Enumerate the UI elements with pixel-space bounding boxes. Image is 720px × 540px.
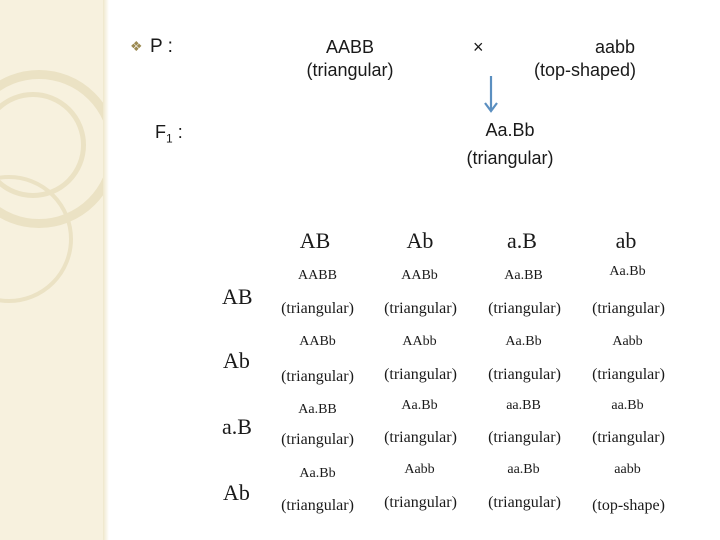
ornament-bullet-icon: ❖ bbox=[130, 38, 143, 54]
cell-genotype: Aa.Bb bbox=[609, 264, 646, 279]
parent2-genotype: aabb bbox=[594, 37, 636, 57]
cell-genotype: Aa.Bb bbox=[299, 466, 336, 481]
cell-genotype: Aabb bbox=[404, 462, 435, 477]
parent2-phenotype: (top-shaped) bbox=[533, 60, 637, 80]
cell-phenotype: (top-shape) bbox=[592, 497, 665, 514]
f1-generation-label bbox=[155, 122, 183, 146]
cell-phenotype: (triangular) bbox=[281, 300, 354, 317]
cell-genotype: Aa.BB bbox=[504, 268, 543, 283]
row-header: Ab bbox=[223, 480, 250, 505]
parent1-phenotype: (triangular) bbox=[306, 60, 394, 80]
column-header: a.B bbox=[507, 228, 537, 253]
column-header: ab bbox=[615, 228, 637, 253]
cell-phenotype: (triangular) bbox=[488, 429, 561, 446]
cell-genotype: aa.BB bbox=[506, 398, 541, 413]
cell-phenotype: (triangular) bbox=[384, 494, 457, 511]
cell-phenotype: (triangular) bbox=[384, 300, 457, 317]
cell-genotype: aabb bbox=[614, 462, 641, 477]
p-generation-label: P : bbox=[150, 36, 173, 57]
cell-genotype: Aabb bbox=[612, 334, 643, 349]
cell-phenotype: (triangular) bbox=[281, 431, 354, 448]
row-header: Ab bbox=[223, 348, 250, 373]
cell-genotype: aa.Bb bbox=[611, 398, 644, 413]
cell-phenotype: (triangular) bbox=[488, 300, 561, 317]
column-header: Ab bbox=[406, 228, 434, 253]
parent1-genotype: AABB bbox=[325, 37, 375, 57]
cell-genotype: Aa.BB bbox=[298, 402, 337, 417]
column-header: AB bbox=[299, 228, 331, 253]
cell-phenotype: (triangular) bbox=[592, 366, 665, 383]
cell-genotype: Aa.Bb bbox=[401, 398, 438, 413]
cell-phenotype: (triangular) bbox=[281, 497, 354, 514]
cell-genotype: AABB bbox=[298, 268, 337, 283]
cell-phenotype: (triangular) bbox=[592, 300, 665, 317]
f1-genotype: Aa.Bb bbox=[485, 120, 535, 140]
row-header: AB bbox=[222, 284, 253, 309]
cell-phenotype: (triangular) bbox=[384, 366, 457, 383]
f1-label-letter: F bbox=[155, 122, 166, 142]
decorative-left-strip bbox=[0, 0, 103, 540]
row-header: a.B bbox=[222, 414, 252, 439]
cell-genotype: AABb bbox=[299, 334, 336, 349]
cross-symbol: × bbox=[473, 37, 484, 57]
cell-phenotype: (triangular) bbox=[488, 366, 561, 383]
f1-label-subscript: 1 bbox=[166, 131, 173, 146]
cell-genotype: aa.Bb bbox=[507, 462, 540, 477]
cell-genotype: AAbb bbox=[402, 334, 437, 349]
strip-edge bbox=[103, 0, 109, 540]
cell-phenotype: (triangular) bbox=[488, 494, 561, 511]
cell-genotype: AABb bbox=[401, 268, 438, 283]
cell-phenotype: (triangular) bbox=[592, 429, 665, 446]
f1-phenotype: (triangular) bbox=[466, 148, 554, 168]
f1-label-colon: : bbox=[172, 122, 183, 142]
down-arrow-icon bbox=[481, 74, 501, 116]
cell-genotype: Aa.Bb bbox=[505, 334, 542, 349]
cell-phenotype: (triangular) bbox=[384, 429, 457, 446]
cell-phenotype: (triangular) bbox=[281, 368, 354, 385]
